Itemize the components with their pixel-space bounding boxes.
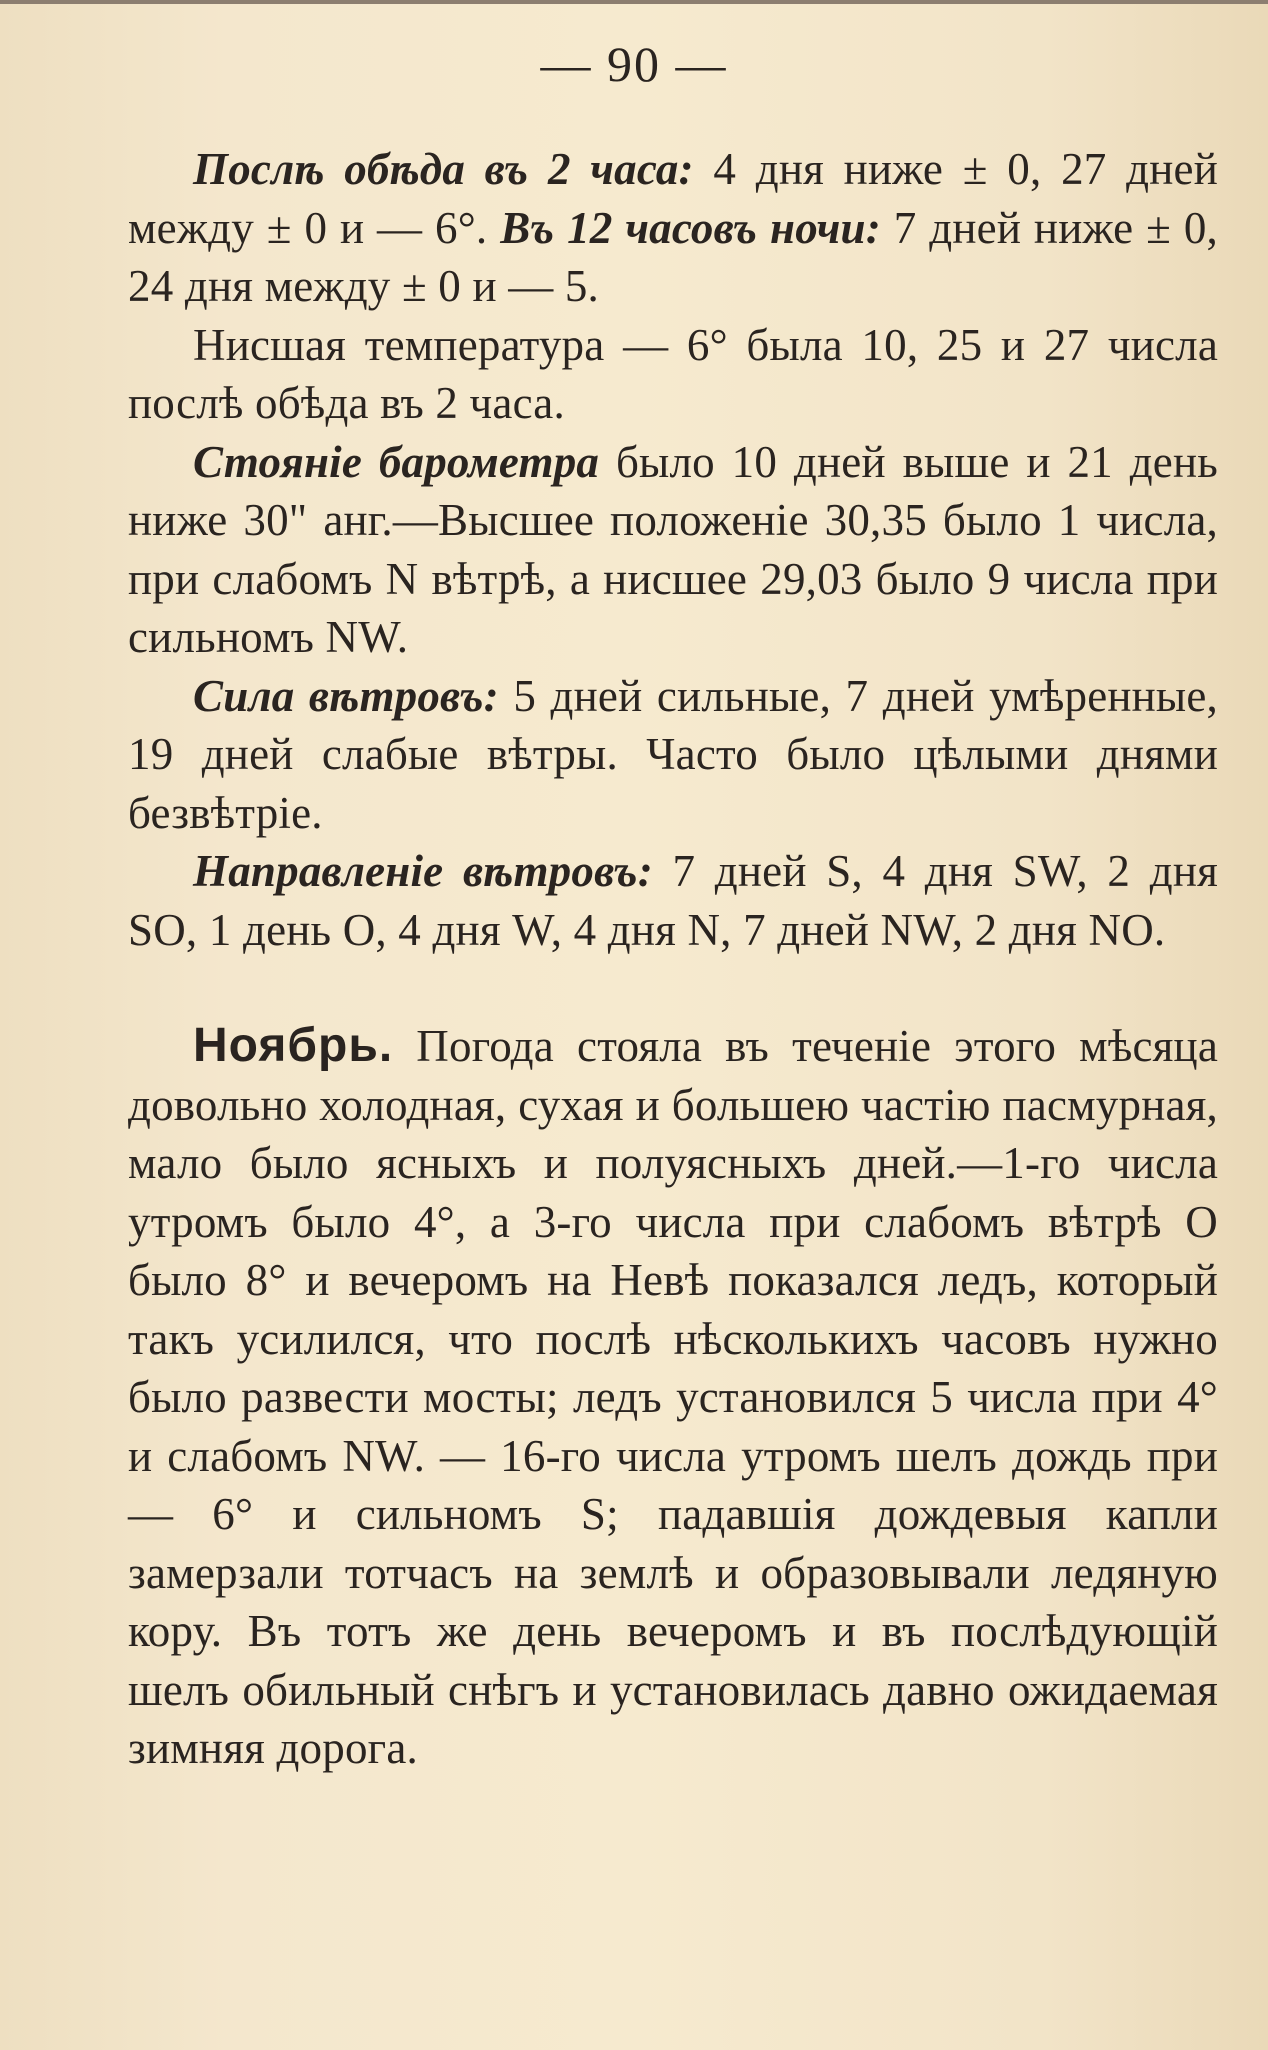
paragraph-lowest-temperature bbox=[128, 316, 1218, 433]
paragraph-november bbox=[128, 1017, 1218, 1778]
wind-strength-text: 5 дней сильные, 7 дней умѣренные, 19 дней слабые вѣтры. Часто было цѣлыми днями безвѣтрiе. bbox=[128, 670, 1218, 838]
afternoon-text: 4 дня ниже ± 0, 27 дней между ± 0 и — 6°. bbox=[128, 144, 1218, 253]
page-body bbox=[128, 140, 1218, 1778]
paragraph-barometer bbox=[128, 433, 1218, 667]
afternoon-heading: Послѣ обѣда въ 2 часа: bbox=[193, 144, 694, 194]
barometer-text: было 10 дней выше и 21 день ниже 30" анг.—Высшее положенiе 30,35 было 1 числа, при слабомъ N вѣтрѣ, а нисшее 29,03 было 9 числа при сильномъ NW. bbox=[128, 436, 1218, 662]
top-rule bbox=[0, 0, 1268, 4]
wind-direction-text: 7 дней S, 4 дня SW, 2 дня SO, 1 день O, 4 дня W, 4 дня N, 7 дней NW, 2 дня NO. bbox=[128, 846, 1218, 955]
lowest-temperature-text: Нисшая температура — 6° была 10, 25 и 27 числа послѣ обѣда въ 2 часа. bbox=[128, 319, 1218, 428]
paragraph-wind-strength bbox=[128, 667, 1218, 843]
wind-direction-heading: Направленiе вѣтровъ: bbox=[193, 846, 653, 896]
page-number: — 90 — bbox=[540, 36, 728, 92]
paragraph-wind-direction bbox=[128, 842, 1218, 959]
wind-strength-heading: Сила вѣтровъ: bbox=[193, 670, 499, 721]
barometer-heading: Стоянiе барометра bbox=[193, 436, 600, 487]
midnight-heading: Въ 12 часовъ ночи: bbox=[500, 202, 881, 253]
november-heading: Ноябрь. bbox=[193, 1019, 394, 1072]
section-spacer bbox=[128, 959, 1218, 1017]
paragraph-afternoon-temperature bbox=[128, 140, 1218, 316]
midnight-text: 7 дней ниже ± 0, 24 дня между ± 0 и — 5. bbox=[128, 202, 1219, 311]
november-text: Погода стояла въ теченiе этого мѣсяца довольно холодная, сухая и большею частiю пасмурная, мало было ясныхъ и полуясныхъ дней.—1-го числа утромъ было 4°, а 3-го числа при слабомъ вѣтрѣ O было 8° и вечеромъ на Невѣ показался ледъ, который такъ усилился, что послѣ нѣсколькихъ часовъ нужно было развести мосты; ледъ установился 5 числа при 4° и слабомъ NW. — 16-го числа утромъ шелъ дождь при — 6° и сильномъ S; падавшiя дождевыя капли замерзали тотчасъ на землѣ и образовывали ледяную кору. Въ тотъ же день вечеромъ и въ послѣдующiй шелъ обильный снѣгъ и установилась давно ожидаемая зимняя дорога. bbox=[128, 1021, 1218, 1773]
